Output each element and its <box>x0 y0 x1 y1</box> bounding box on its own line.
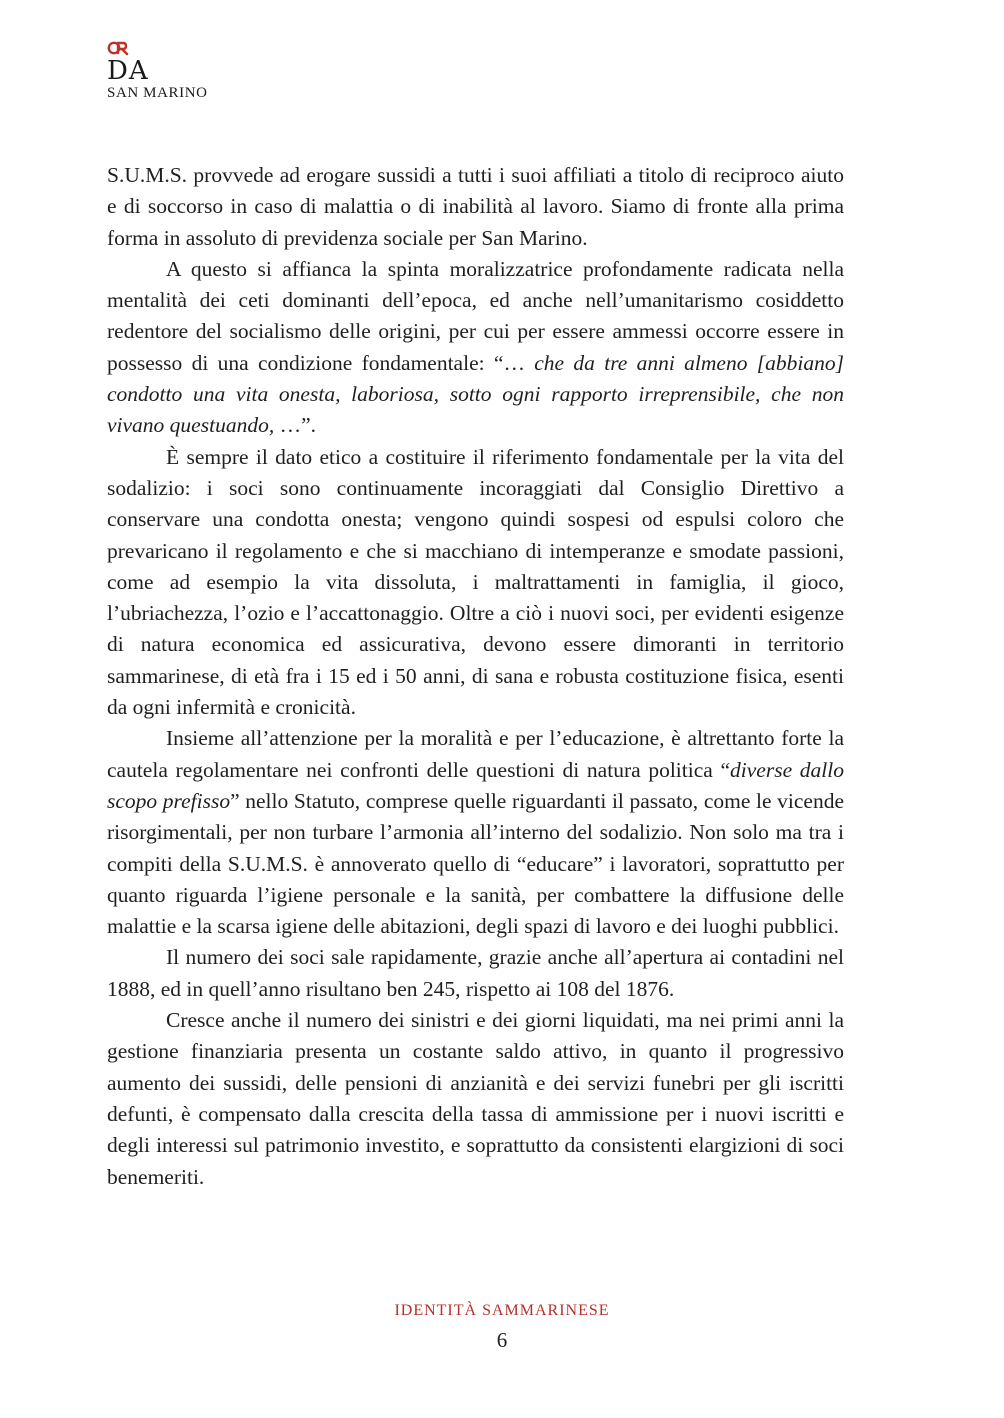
paragraph-4-text-end: ” nello Statuto, comprese quelle riguardanti il passato, come le vicende risorgimentali, per non turbare l’armonia all’interno del sodalizio. Non solo ma tra i compiti della S.U.M.S. è annoverato quello di “educare” i lavoratori, soprattutto per quanto riguarda l’igiene personale e la sanità, per combattere la diffusione delle malattie e la scarsa igiene delle abitazioni, degli spazi di lavoro e dei luoghi pubblici. <box>107 788 845 939</box>
page-header <box>107 40 208 102</box>
article-body <box>107 160 844 1193</box>
paragraph-5: Il numero dei soci sale rapidamente, grazie anche all’apertura ai contadini nel 1888, ed in quell’anno risultano ben 245, rispetto ai 108 del 1876. <box>107 945 844 1001</box>
header-subtitle: SAN MARINO <box>107 85 208 101</box>
paragraph-1: S.U.M.S. provvede ad erogare sussidi a tutti i suoi affiliati a titolo di reciproco aiuto e di soccorso in caso di malattia o di inabilità al lavoro. Siamo di fronte alla prima forma in assoluto di previdenza sociale per San Marino. <box>107 163 844 250</box>
paragraph-4 <box>107 723 844 942</box>
header-title: DA <box>107 56 149 86</box>
paragraph-2-end: …”. <box>274 413 316 438</box>
footer-title: IDENTITÀ SAMMARINESE <box>394 1302 610 1319</box>
paragraph-4-text: Insieme all’attenzione per la moralità e per l’educazione, è altrettanto forte la cautela regolamentare nei confronti delle questioni di natura politica “ <box>107 726 844 782</box>
paragraph-4-quote: diverse dallo scopo prefisso <box>107 757 844 813</box>
paragraph-2 <box>107 254 844 442</box>
paragraph-2-quote: che da tre anni almeno [abbiano] condotto una vita onesta, laboriosa, sotto ogni rapporto irreprensibile, che non vivano questuando, <box>107 350 844 438</box>
page-number: 6 <box>496 1328 508 1352</box>
paragraph-3: È sempre il dato etico a costituire il riferimento fondamentale per la vita del sodalizio: i soci sono continuamente incoraggiati dal Consiglio Direttivo a conservare una condotta onesta; vengono quindi sospesi od espulsi coloro che prevaricano il regolamento e che si macchiano di intemperanze e smodate passioni, come ad esempio la vita dissoluta, i maltrattamenti in famiglia, il gioco, l’ubriachezza, l’ozio e l’accattonaggio. Oltre a ciò i nuovi soci, per evidenti esigenze di natura economica ed assicurativa, devono essere dimoranti in territorio sammarinese, di età fra i 15 ed i 50 anni, di sana e robusta costituzione fisica, esenti da ogni infermità e cronicità. <box>107 444 844 720</box>
paragraph-2-text: A questo si affianca la spinta moralizzatrice profondamente radicata nella mentalità dei ceti dominanti dell’epoca, ed anche nell’umanitarismo cosiddetto redentore del socialismo delle origini, per cui per essere ammessi occorre essere in possesso di una condizione fondamentale: “… <box>107 256 844 375</box>
da-monogram-icon <box>107 40 129 56</box>
paragraph-6: Cresce anche il numero dei sinistri e dei giorni liquidati, ma nei primi anni la gestione finanziaria presenta un costante saldo attivo, in quanto il progressivo aumento dei sussidi, delle pensioni di anzianità e dei servizi funebri per gli iscritti defunti, è compensato dalla crescita della tassa di ammissione per i nuovi iscritti e degli interessi sul patrimonio investito, e soprattutto da consistenti elargizioni di soci benemeriti. <box>107 1008 844 1189</box>
